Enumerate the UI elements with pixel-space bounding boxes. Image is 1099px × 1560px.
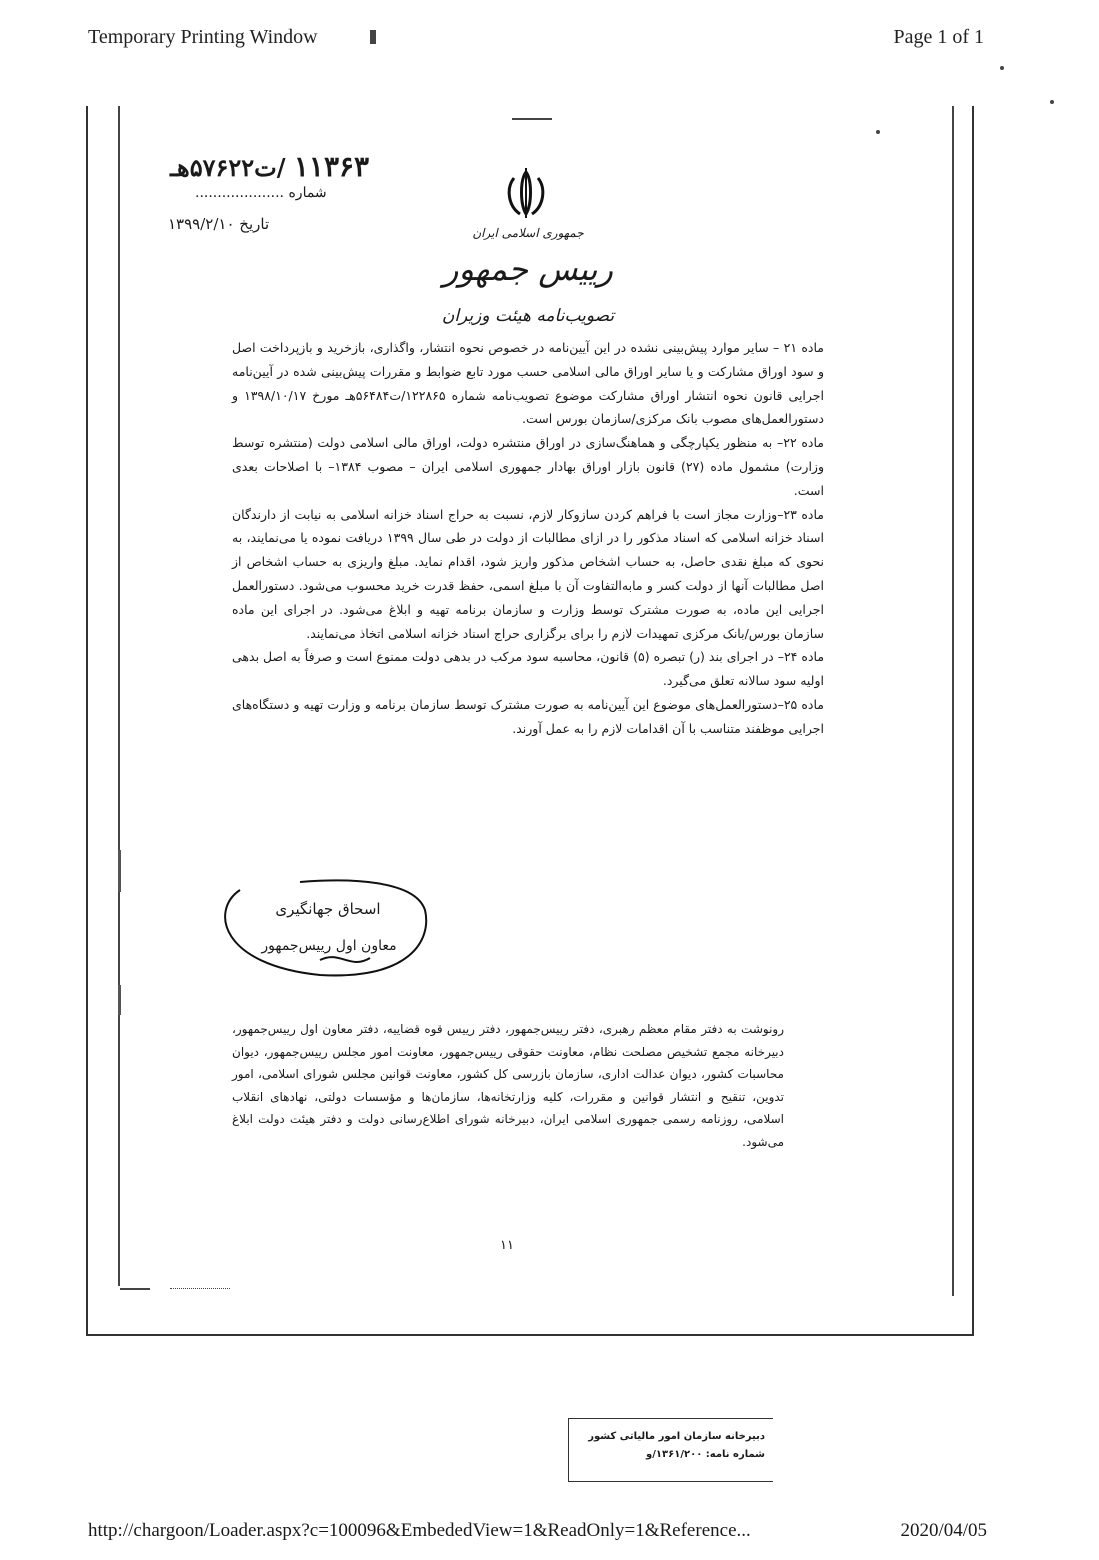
registry-stamp xyxy=(568,1418,773,1482)
article-23: ماده ۲۳–وزارت مجاز است با فراهم کردن سازوکار لازم، نسبت به حراج اسناد خزانه اسلامی به نیابت از دارندگان اسناد خزانه اسلامی که اسناد مذکور را در ازای مطالبات از دولت در طی سال ۱۳۹۹ دریافت نموده یا می‌نمایند، به نحوی که مبلغ نقدی حاصل، به حساب اشخاص مذکور واریز شود، اقدام نماید. مبلغ واریزی به حساب اشخاص از اصل مطالبات آنها از دولت کسر و مابه‌التفاوت آن با مبلغ اسمی، حفظ قدرت خرید محسوب می‌شود. دستورالعمل اجرایی این ماده، به صورت مشترک توسط وزارت و سازمان برنامه تهیه و ابلاغ می‌شود. در اجرای این ماده سازمان بورس/بانک مرکزی تمهیدات لازم را برای برگزاری حراج اسناد خزانه اسلامی اتخاذ می‌نمایند. xyxy=(232,506,824,641)
top-dash xyxy=(512,118,552,120)
letter-number-main: ۱۱۳۶۳ xyxy=(293,150,370,183)
letter-date xyxy=(168,215,269,233)
stamp-line-2: شماره نامه: ۱۳۶۱/۲۰۰/و xyxy=(646,1449,765,1460)
article-21: ماده ۲۱ – سایر موارد پیش‌بینی نشده در این آیین‌نامه در خصوص نحوه انتشار، واگذاری، بازخرید و بازپرداخت اصل و سود اوراق مشارکت و یا سایر اوراق مالی اسلامی حسب مورد تابع ضوابط و مقررات پیش‌بینی شده در آیین‌نامه اجرایی قانون نحوه انتشار اوراق مشارکت موضوع تصویب‌نامه شماره ۱۲۲۸۶۵/ت۵۶۴۸۴هـ مورخ ۱۳۹۸/۱۰/۱۷ و دستورالعمل‌های مصوب بانک مرکزی/سازمان بورس است. xyxy=(232,340,825,427)
scan-speck xyxy=(1050,100,1054,104)
cc-list xyxy=(232,1018,784,1153)
signatory-name: اسحاق جهانگیری xyxy=(275,900,381,918)
iran-emblem-icon xyxy=(502,168,550,220)
bottom-dash xyxy=(120,1288,150,1290)
date-value: ۱۳۹۹/۲/۱۰ xyxy=(168,215,235,233)
article-24: ماده ۲۴– در اجرای بند (ر) تبصره (۵) قانون، محاسبه سود مرکب در بدهی دولت ممنوع است و صرفاً به اصل بدهی اولیه سود سالانه تعلق می‌گیرد. xyxy=(232,649,825,689)
article-25: ماده ۲۵–دستورالعمل‌های موضوع این آیین‌نامه به صورت مشترک توسط سازمان برنامه و وزارت تهیه و دستگاه‌های اجرایی موظفند متناسب با آن اقدامات لازم را به عمل آورند. xyxy=(232,696,824,736)
page-indicator: Page 1 of 1 xyxy=(893,26,984,48)
article-22: ماده ۲۲– به منظور یکپارچگی و هماهنگ‌سازی در اوراق منتشره دولت، اوراق مالی اسلامی دولت (منتشره توسط وزارت) مشمول ماده (۲۷) قانون بازار اوراق بهادار جمهوری اسلامی ایران – مصوب ۱۳۸۴– با اصلاحات بعدی است. xyxy=(232,435,825,498)
cursor-mark xyxy=(370,30,376,44)
margin-mark xyxy=(118,850,121,892)
frame-right-line xyxy=(952,106,954,1296)
approval-title: تصویب‌نامه هیئت وزیران xyxy=(441,306,615,326)
footer-date: 2020/04/05 xyxy=(900,1520,987,1541)
stamp-line-1: دبیرخانه سازمان امور مالیاتی کشور xyxy=(588,1431,765,1442)
frame-left-line xyxy=(118,106,120,1286)
president-title: رییس جمهور xyxy=(443,250,613,288)
bottom-dots xyxy=(170,1288,230,1289)
letter-number xyxy=(170,150,369,183)
signature-icon xyxy=(200,870,436,982)
republic-label: جمهوری اسلامی ایران xyxy=(472,226,584,240)
letter-number-ref: /ت۵۷۶۲۲هـ xyxy=(170,153,286,182)
articles-body xyxy=(232,336,824,741)
document-page-number: ۱۱ xyxy=(500,1238,514,1253)
shomare-label: شماره .................... xyxy=(195,185,327,201)
scan-speck xyxy=(876,130,880,134)
margin-mark xyxy=(118,985,121,1015)
cc-text: رونوشت به دفتر مقام معظم رهبری، دفتر رییس‌جمهور، دفتر رییس قوه قضاییه، دفتر معاون اول رییس‌جمهور، دبیرخانه مجمع تشخیص مصلحت نظام، معاونت حقوقی رییس‌جمهور، معاونت امور مجلس رییس‌جمهور، دیوان محاسبات کشور، دیوان عدالت اداری، سازمان بازرسی کل کشور، معاونت قوانین مجلس شورای اسلامی، امور تدوین، تنقیح و انتشار قوانین و مقررات، کلیه وزارتخانه‌ها، سازمان‌ها و مؤسسات دولتی، نهادهای انقلاب اسلامی، روزنامه رسمی جمهوری اسلامی ایران، دبیرخانه شورای اطلاع‌رسانی دولت و دفتر هیئت دولت ابلاغ می‌شود. xyxy=(232,1022,784,1149)
scan-speck xyxy=(1000,66,1004,70)
signatory-title: معاون اول رییس‌جمهور xyxy=(261,938,397,954)
print-window-title: Temporary Printing Window xyxy=(88,26,318,48)
footer-url: http://chargoon/Loader.aspx?c=100096&EmbededView=1&ReadOnly=1&Reference... xyxy=(88,1520,751,1541)
date-label: تاریخ xyxy=(239,215,270,233)
